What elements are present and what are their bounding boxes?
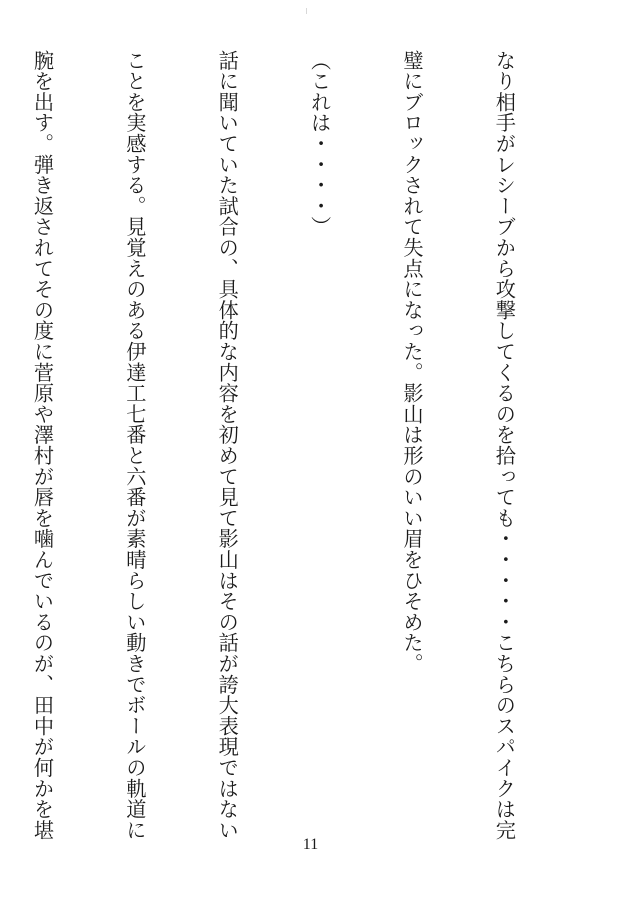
page-number: 11	[302, 836, 319, 853]
vertical-text-body	[0, 50, 581, 841]
text-line: 璧にブロックされて失点になった。影山は形のいい眉をひそめた。	[400, 50, 425, 674]
text-line: 話に聞いていた試合の、具体的な内容を初めて見て影山はその話が誇大表現ではない	[215, 50, 240, 841]
text-line: 腕を出す。弾き返されてその度に菅原や澤村が唇を噛んでいるのが、田中が何かを堪	[30, 50, 55, 841]
scan-mark	[306, 8, 307, 14]
text-line: （これは・・・・）	[307, 50, 332, 238]
text-line: ことを実感する。見覚えのある伊達工七番と六番が素晴らしい動きでボールの軌道に	[122, 50, 147, 841]
text-line: なり相手がレシーブから攻撃してくるのを拾っても・・・・・こちらのスパイクは完	[492, 50, 517, 841]
